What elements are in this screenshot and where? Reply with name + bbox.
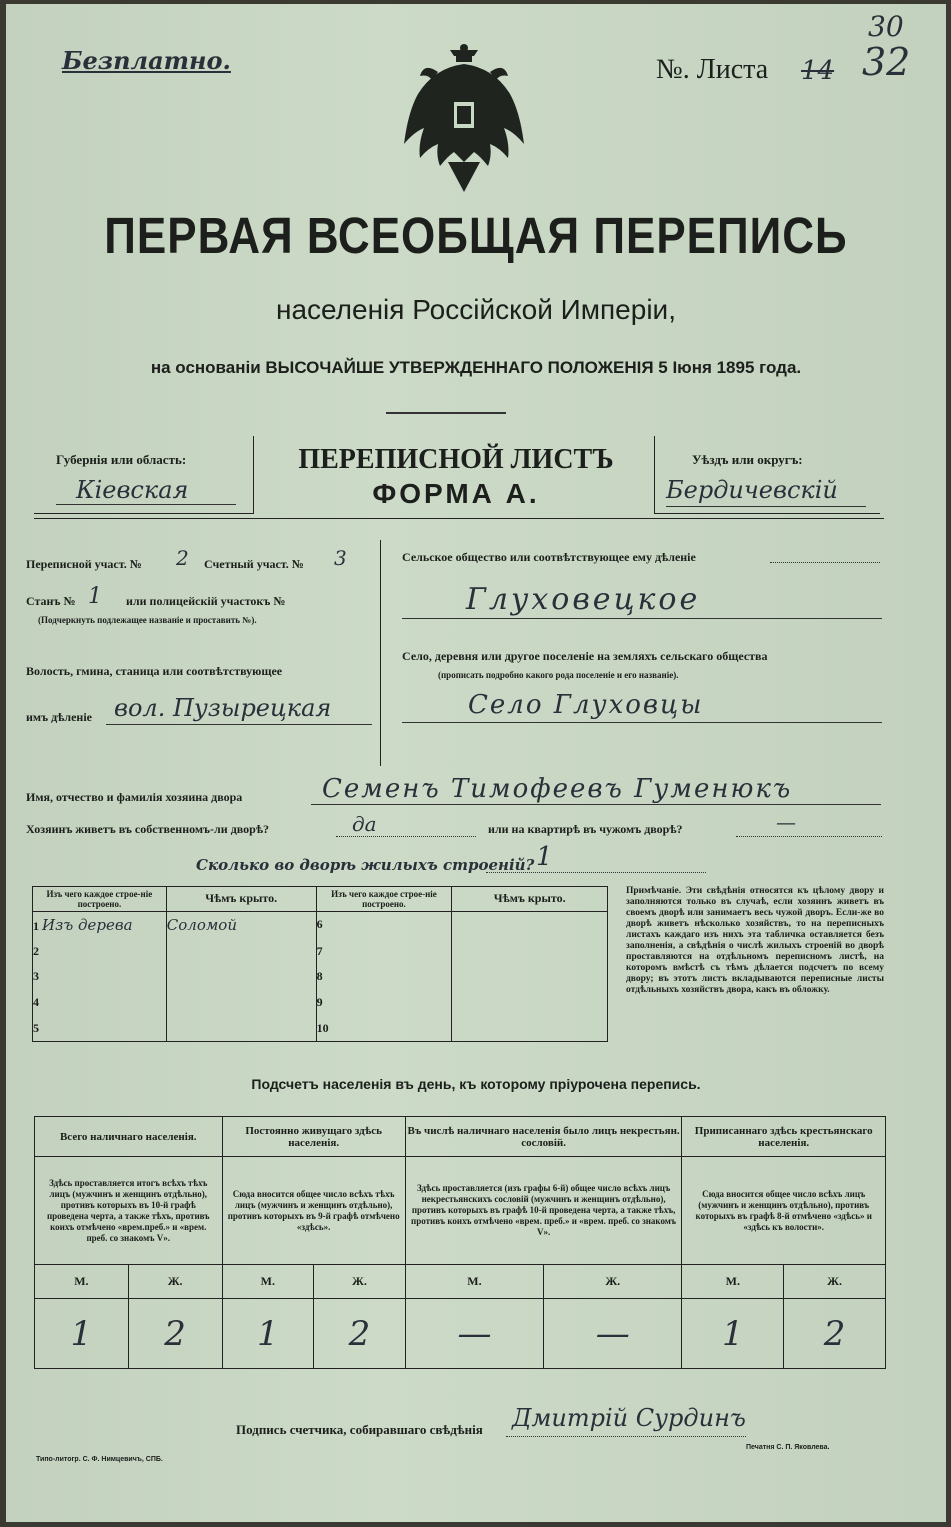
- sheet-no-value: 14: [801, 56, 835, 86]
- uezd-label: Уѣздъ или округъ:: [692, 452, 803, 467]
- count-f-1: 2: [128, 1299, 222, 1369]
- main-title: ПЕРВАЯ ВСЕОБЩАЯ ПЕРЕПИСЬ: [104, 208, 848, 265]
- f-label-2: Ж.: [314, 1265, 406, 1299]
- count-head-2: Постоянно живущаго здѣсь населенія.: [222, 1117, 405, 1157]
- free-label: Безплатно.: [62, 46, 231, 75]
- own-yard-label: Хозяинъ живетъ въ собственномъ-ли дворѣ?: [26, 822, 270, 836]
- stan-label: Станъ №: [26, 594, 76, 608]
- society-value: Глуховецкое: [466, 582, 701, 617]
- rent-label: или на квартирѣ въ чужомъ дворѣ?: [488, 822, 683, 836]
- count-f-2: 2: [314, 1299, 406, 1369]
- count-table: [34, 1116, 886, 1369]
- table-row: 1 Изъ дерева: [33, 911, 167, 938]
- rent-value: —: [776, 810, 796, 834]
- count-m-4: 1: [682, 1299, 784, 1369]
- roof-6: [452, 911, 608, 938]
- count-head-3: Въ числѣ наличнаго населенія было лицъ некрестьян. сословій.: [405, 1117, 682, 1157]
- ornament-divider: [386, 412, 506, 414]
- village-underline: [402, 722, 882, 723]
- row-9: 9: [316, 990, 452, 1016]
- col-material-left: Изъ чего каждое строе-ніе построено.: [33, 887, 167, 912]
- footer-left: Типо-литогр. С. Ф. Нимцевичъ, СПБ.: [36, 1456, 163, 1463]
- f-label-4: Ж.: [784, 1265, 886, 1299]
- f-label-1: Ж.: [128, 1265, 222, 1299]
- form-letter: ФОРМА А.: [372, 478, 540, 509]
- col-roof-right: Чѣмъ крыто.: [452, 887, 608, 912]
- m-label-4: М.: [682, 1265, 784, 1299]
- count-head-4: Приписаннаго здѣсь крестьянскаго населенія.: [682, 1117, 886, 1157]
- footer-right: Печатня С. П. Яковлева.: [746, 1444, 830, 1451]
- owner-name-underline: [311, 804, 881, 805]
- society-dots: [770, 562, 880, 563]
- row-7: 7: [316, 938, 452, 964]
- col-roof-left: Чѣмъ крыто.: [166, 887, 316, 912]
- count-m-2: 1: [222, 1299, 314, 1369]
- gubernia-label: Губернія или область:: [56, 452, 187, 467]
- census-unit-value: 2: [176, 546, 189, 570]
- count-desc-4: Сюда вносится общее число всѣхъ лицъ (мужчинъ и женщинъ отдѣльно), противъ которыхъ въ графѣ 8-й отмѣчено «здѣсь» и «здѣсь къ волости».: [682, 1157, 886, 1265]
- census-sheet: [6, 4, 946, 1522]
- village-note: (прописать подробно какого рода поселеніе и его названіе).: [438, 670, 679, 680]
- buildings-label: Сколько во дворѣ жилыхъ строеній?: [196, 856, 535, 874]
- basis-line: на основаніи ВЫСОЧАЙШЕ УТВЕРЖДЕННАГО ПОЛОЖЕНІЯ 5 Іюня 1895 года.: [150, 358, 802, 377]
- sheet-no-corrected: 32: [862, 40, 911, 84]
- archive-number: 30: [868, 10, 904, 43]
- gubernia-underline: [56, 504, 236, 505]
- rent-dots: [736, 836, 882, 837]
- stan-value: 1: [88, 584, 102, 609]
- f-label-3: Ж.: [544, 1265, 682, 1299]
- count-desc-2: Сюда вносится общее число всѣхъ тѣхъ лицъ (мужчинъ и женщинъ отдѣльно), противъ которыхъ въ 9-й графѣ отмѣчено «здѣсь».: [222, 1157, 405, 1265]
- row-2: 2: [33, 938, 167, 964]
- row-3: 3: [33, 964, 167, 990]
- volost-underline: [106, 724, 372, 725]
- row-10: 10: [316, 1016, 452, 1042]
- count-f-4: 2: [784, 1299, 886, 1369]
- volost-label-2: имъ дѣленіе: [26, 710, 92, 724]
- buildings-dots: [486, 872, 706, 873]
- note-block: [626, 886, 884, 996]
- note-text: Эти свѣдѣнія относятся къ цѣлому двору и заполняются только въ случаѣ, если хозяинъ живетъ въ своемъ дворѣ или занимаетъ весь чужой дворъ. Если-же во дворѣ живетъ нѣсколько хозяйствъ, то на переписныхъ листахъ каждаго изъ нихъ эта табличка оставляется безъ заполненія, а свѣдѣнія о числѣ жилыхъ строеній во дворѣ проставляются на отдѣльномъ переписномъ листѣ, на которомъ вмѣстѣ съ тѣмъ дѣлается подсчетъ по всему двору; въ этотъ листъ вкладываются переписные листы отдѣльныхъ хозяйствъ двора, какъ въ обложку.: [626, 886, 884, 995]
- gubernia-value: Кіевская: [76, 476, 189, 504]
- eagle-emblem-icon: [398, 42, 530, 202]
- note-title: Примѣчаніе.: [626, 886, 682, 896]
- count-title: Подсчетъ населенія въ день, къ которому пріурочена перепись.: [251, 1076, 701, 1092]
- society-underline: [402, 618, 882, 619]
- buildings-value: 1: [536, 842, 553, 872]
- village-label: Село, деревня или другое поселеніе на земляхъ сельскаго общества: [402, 649, 768, 663]
- signature-label: Подпись счетчика, собиравшаго свѣдѣнія: [236, 1422, 483, 1437]
- count-desc-3: Здѣсь проставляется (изъ графы 6-й) общее число всѣхъ лицъ некрестьянскихъ сословій (мужчинъ и женщинъ отдѣльно), противъ которыхъ въ графѣ 10-й проведена черта, а также тѣхъ, противъ коихъ отмѣчено «врем. преб.» и «врем. преб. со знакомъ V».: [405, 1157, 682, 1265]
- uezd-value: Бердичевскій: [666, 476, 838, 504]
- count-f-3: —: [544, 1299, 682, 1369]
- signature-dots: [506, 1436, 746, 1437]
- own-yard-value: да: [352, 812, 377, 836]
- row-8: 8: [316, 964, 452, 990]
- police-label: или полицейскій участокъ №: [126, 594, 286, 608]
- village-value: Село Глуховцы: [468, 690, 704, 720]
- signature-value: Дмитрій Сурдинъ: [512, 1404, 746, 1432]
- census-unit-label: Переписной участ. №: [26, 557, 142, 571]
- count-unit-label: Счетный участ. №: [204, 557, 304, 571]
- section-divider: [34, 518, 884, 519]
- society-label: Сельское общество или соотвѣтствующее ему дѣленіе: [402, 550, 696, 564]
- count-unit-value: 3: [334, 546, 347, 570]
- owner-name-label: Имя, отчество и фамилія хозяина двора: [26, 790, 243, 804]
- count-m-1: 1: [35, 1299, 129, 1369]
- count-m-3: —: [405, 1299, 543, 1369]
- volost-label: Волость, гмина, станица или соотвѣтствующее: [26, 664, 283, 678]
- uezd-underline: [666, 506, 866, 507]
- row-6: 6: [316, 911, 452, 938]
- own-yard-dots: [336, 836, 476, 837]
- row-5: 5: [33, 1016, 167, 1042]
- m-label-3: М.: [405, 1265, 543, 1299]
- m-label-2: М.: [222, 1265, 314, 1299]
- buildings-table: [32, 886, 608, 1042]
- underline-note: (Подчеркнуть подлежащее названіе и проставить №).: [38, 615, 257, 625]
- m-label-1: М.: [35, 1265, 129, 1299]
- count-head-1: Всего наличнаго населенія.: [35, 1117, 223, 1157]
- owner-name-value: Семенъ Тимофеевъ Гуменюкъ: [322, 774, 793, 804]
- roof-1: Соломой: [166, 911, 316, 938]
- col-material-right: Изъ чего каждое строе-ніе построено.: [316, 887, 452, 912]
- sheet-no-label: №. Листа: [656, 54, 769, 85]
- count-desc-1: Здѣсь проставляется итогъ всѣхъ тѣхъ лицъ (мужчинъ и женщинъ отдѣльно), противъ которыхъ въ 10-й графѣ проведена черта, а также тѣхъ, противъ коихъ отмѣчено «врем.преб.» и «врем. преб. со знакомъ V».: [35, 1157, 223, 1265]
- volost-value: вол. Пузырецкая: [114, 694, 332, 722]
- row-4: 4: [33, 990, 167, 1016]
- subtitle: населенія Россійской Имперіи,: [276, 294, 676, 325]
- vertical-divider: [380, 540, 381, 766]
- form-title: ПЕРЕПИСНОЙ ЛИСТЪ: [298, 444, 614, 475]
